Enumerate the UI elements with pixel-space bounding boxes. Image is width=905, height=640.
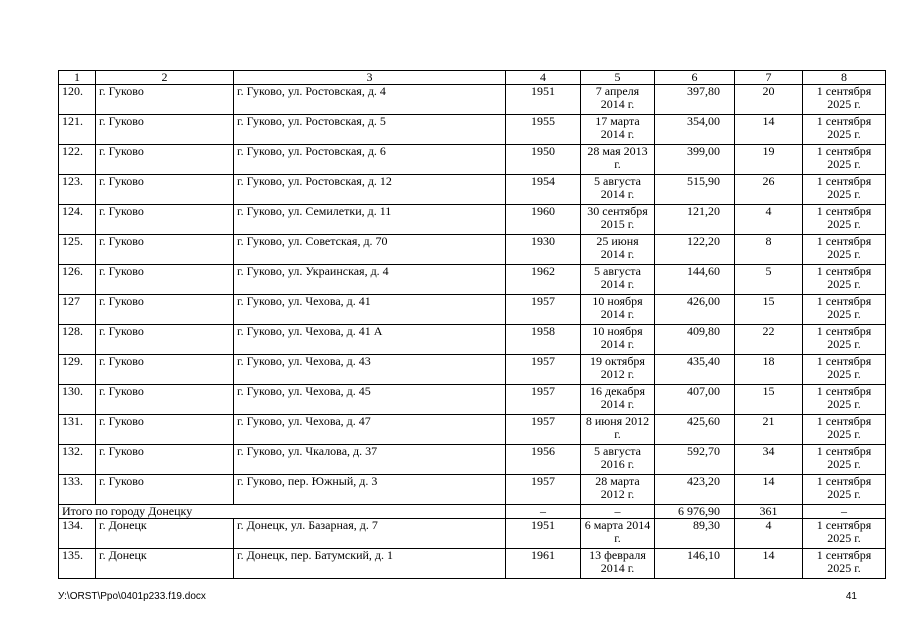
area-cell: 397,80 xyxy=(655,85,735,115)
area-cell: 122,20 xyxy=(655,235,735,265)
count-cell: 14 xyxy=(735,115,803,145)
column-number: 7 xyxy=(735,71,803,85)
year-cell: 1954 xyxy=(506,175,581,205)
table-row xyxy=(59,265,886,295)
year-cell: 1950 xyxy=(506,145,581,175)
city-cell: г. Гуково xyxy=(96,475,234,505)
row-number: 132. xyxy=(59,445,96,475)
column-number: 4 xyxy=(506,71,581,85)
count-cell: 14 xyxy=(735,475,803,505)
row-number: 130. xyxy=(59,385,96,415)
year-cell: 1956 xyxy=(506,445,581,475)
total-label: Итого по городу Донецку xyxy=(59,505,506,519)
city-cell: г. Гуково xyxy=(96,325,234,355)
address-cell: г. Гуково, ул. Ростовская, д. 5 xyxy=(234,115,506,145)
year-cell: 1961 xyxy=(506,549,581,579)
count-cell: 15 xyxy=(735,385,803,415)
city-cell: г. Гуково xyxy=(96,385,234,415)
date-cell: 17 марта 2014 г. xyxy=(581,115,655,145)
row-number: 131. xyxy=(59,415,96,445)
column-number: 8 xyxy=(803,71,886,85)
row-number: 128. xyxy=(59,325,96,355)
table-row xyxy=(59,85,886,115)
area-cell: 399,00 xyxy=(655,145,735,175)
deadline-cell: 1 сентября 2025 г. xyxy=(803,519,886,549)
column-number: 1 xyxy=(59,71,96,85)
address-cell: г. Гуково, ул. Семилетки, д. 11 xyxy=(234,205,506,235)
total-date: – xyxy=(581,505,655,519)
deadline-cell: 1 сентября 2025 г. xyxy=(803,549,886,579)
row-number: 126. xyxy=(59,265,96,295)
row-number: 135. xyxy=(59,549,96,579)
table-row xyxy=(59,295,886,325)
address-cell: г. Гуково, ул. Ростовская, д. 6 xyxy=(234,145,506,175)
city-cell: г. Гуково xyxy=(96,355,234,385)
count-cell: 5 xyxy=(735,265,803,295)
city-cell: г. Гуково xyxy=(96,415,234,445)
row-number: 123. xyxy=(59,175,96,205)
deadline-cell: 1 сентября 2025 г. xyxy=(803,85,886,115)
row-number: 120. xyxy=(59,85,96,115)
deadline-cell: 1 сентября 2025 г. xyxy=(803,355,886,385)
area-cell: 425,60 xyxy=(655,415,735,445)
date-cell: 30 сентября 2015 г. xyxy=(581,205,655,235)
date-cell: 25 июня 2014 г. xyxy=(581,235,655,265)
year-cell: 1958 xyxy=(506,325,581,355)
column-number: 3 xyxy=(234,71,506,85)
address-cell: г. Гуково, ул. Ростовская, д. 4 xyxy=(234,85,506,115)
year-cell: 1955 xyxy=(506,115,581,145)
year-cell: 1962 xyxy=(506,265,581,295)
date-cell: 5 августа 2016 г. xyxy=(581,445,655,475)
row-number: 124. xyxy=(59,205,96,235)
date-cell: 6 марта 2014 г. xyxy=(581,519,655,549)
address-cell: г. Гуково, ул. Чкалова, д. 37 xyxy=(234,445,506,475)
total-year: – xyxy=(506,505,581,519)
total-area: 6 976,90 xyxy=(655,505,735,519)
table-row xyxy=(59,415,886,445)
table-row xyxy=(59,175,886,205)
table-row xyxy=(59,205,886,235)
count-cell: 4 xyxy=(735,205,803,235)
count-cell: 19 xyxy=(735,145,803,175)
address-cell: г. Гуково, пер. Южный, д. 3 xyxy=(234,475,506,505)
count-cell: 26 xyxy=(735,175,803,205)
table-row xyxy=(59,355,886,385)
table-row xyxy=(59,475,886,505)
year-cell: 1951 xyxy=(506,519,581,549)
count-cell: 15 xyxy=(735,295,803,325)
address-cell: г. Гуково, ул. Чехова, д. 45 xyxy=(234,385,506,415)
city-cell: г. Гуково xyxy=(96,115,234,145)
address-cell: г. Донецк, ул. Базарная, д. 7 xyxy=(234,519,506,549)
year-cell: 1951 xyxy=(506,85,581,115)
city-cell: г. Гуково xyxy=(96,85,234,115)
count-cell: 14 xyxy=(735,549,803,579)
address-cell: г. Гуково, ул. Чехова, д. 41 xyxy=(234,295,506,325)
city-cell: г. Донецк xyxy=(96,549,234,579)
date-cell: 28 марта 2012 г. xyxy=(581,475,655,505)
column-number: 6 xyxy=(655,71,735,85)
address-cell: г. Гуково, ул. Ростовская, д. 12 xyxy=(234,175,506,205)
row-number: 125. xyxy=(59,235,96,265)
deadline-cell: 1 сентября 2025 г. xyxy=(803,145,886,175)
count-cell: 4 xyxy=(735,519,803,549)
deadline-cell: 1 сентября 2025 г. xyxy=(803,445,886,475)
area-cell: 592,70 xyxy=(655,445,735,475)
area-cell: 407,00 xyxy=(655,385,735,415)
address-cell: г. Гуково, ул. Чехова, д. 47 xyxy=(234,415,506,445)
row-number: 134. xyxy=(59,519,96,549)
total-deadline: – xyxy=(803,505,886,519)
city-cell: г. Донецк xyxy=(96,519,234,549)
date-cell: 28 мая 2013 г. xyxy=(581,145,655,175)
row-number: 121. xyxy=(59,115,96,145)
deadline-cell: 1 сентября 2025 г. xyxy=(803,415,886,445)
year-cell: 1957 xyxy=(506,355,581,385)
year-cell: 1930 xyxy=(506,235,581,265)
row-number: 127 xyxy=(59,295,96,325)
city-cell: г. Гуково xyxy=(96,205,234,235)
table-row xyxy=(59,445,886,475)
table-row xyxy=(59,549,886,579)
deadline-cell: 1 сентября 2025 г. xyxy=(803,385,886,415)
count-cell: 22 xyxy=(735,325,803,355)
address-cell: г. Гуково, ул. Чехова, д. 43 xyxy=(234,355,506,385)
address-cell: г. Донецк, пер. Батумский, д. 1 xyxy=(234,549,506,579)
area-cell: 423,20 xyxy=(655,475,735,505)
city-cell: г. Гуково xyxy=(96,445,234,475)
area-cell: 435,40 xyxy=(655,355,735,385)
address-cell: г. Гуково, ул. Украинская, д. 4 xyxy=(234,265,506,295)
total-count: 361 xyxy=(735,505,803,519)
city-cell: г. Гуково xyxy=(96,265,234,295)
area-cell: 515,90 xyxy=(655,175,735,205)
deadline-cell: 1 сентября 2025 г. xyxy=(803,265,886,295)
deadline-cell: 1 сентября 2025 г. xyxy=(803,325,886,355)
table-row xyxy=(59,235,886,265)
year-cell: 1957 xyxy=(506,295,581,325)
table-row xyxy=(59,519,886,549)
area-cell: 409,80 xyxy=(655,325,735,355)
row-number: 122. xyxy=(59,145,96,175)
area-cell: 121,20 xyxy=(655,205,735,235)
column-number-row xyxy=(59,71,886,85)
count-cell: 18 xyxy=(735,355,803,385)
area-cell: 426,00 xyxy=(655,295,735,325)
date-cell: 8 июня 2012 г. xyxy=(581,415,655,445)
date-cell: 5 августа 2014 г. xyxy=(581,265,655,295)
date-cell: 7 апреля 2014 г. xyxy=(581,85,655,115)
housing-registry-table xyxy=(58,70,886,579)
deadline-cell: 1 сентября 2025 г. xyxy=(803,175,886,205)
year-cell: 1957 xyxy=(506,385,581,415)
date-cell: 10 ноября 2014 г. xyxy=(581,295,655,325)
city-total-row xyxy=(59,505,886,519)
address-cell: г. Гуково, ул. Советская, д. 70 xyxy=(234,235,506,265)
area-cell: 354,00 xyxy=(655,115,735,145)
area-cell: 144,60 xyxy=(655,265,735,295)
count-cell: 21 xyxy=(735,415,803,445)
date-cell: 10 ноября 2014 г. xyxy=(581,325,655,355)
city-cell: г. Гуково xyxy=(96,295,234,325)
city-cell: г. Гуково xyxy=(96,145,234,175)
table-row xyxy=(59,325,886,355)
date-cell: 16 декабря 2014 г. xyxy=(581,385,655,415)
document-file-path: У:\ORST\Ppo\0401p233.f19.docx xyxy=(58,591,206,602)
date-cell: 19 октября 2012 г. xyxy=(581,355,655,385)
table-row xyxy=(59,385,886,415)
city-cell: г. Гуково xyxy=(96,235,234,265)
year-cell: 1957 xyxy=(506,415,581,445)
city-cell: г. Гуково xyxy=(96,175,234,205)
year-cell: 1957 xyxy=(506,475,581,505)
table-row xyxy=(59,145,886,175)
deadline-cell: 1 сентября 2025 г. xyxy=(803,295,886,325)
count-cell: 20 xyxy=(735,85,803,115)
deadline-cell: 1 сентября 2025 г. xyxy=(803,475,886,505)
column-number: 2 xyxy=(96,71,234,85)
column-number: 5 xyxy=(581,71,655,85)
row-number: 129. xyxy=(59,355,96,385)
area-cell: 146,10 xyxy=(655,549,735,579)
deadline-cell: 1 сентября 2025 г. xyxy=(803,115,886,145)
row-number: 133. xyxy=(59,475,96,505)
date-cell: 5 августа 2014 г. xyxy=(581,175,655,205)
page-number: 41 xyxy=(845,591,857,602)
address-cell: г. Гуково, ул. Чехова, д. 41 А xyxy=(234,325,506,355)
area-cell: 89,30 xyxy=(655,519,735,549)
deadline-cell: 1 сентября 2025 г. xyxy=(803,235,886,265)
year-cell: 1960 xyxy=(506,205,581,235)
table-row xyxy=(59,115,886,145)
count-cell: 34 xyxy=(735,445,803,475)
deadline-cell: 1 сентября 2025 г. xyxy=(803,205,886,235)
count-cell: 8 xyxy=(735,235,803,265)
date-cell: 13 февраля 2014 г. xyxy=(581,549,655,579)
